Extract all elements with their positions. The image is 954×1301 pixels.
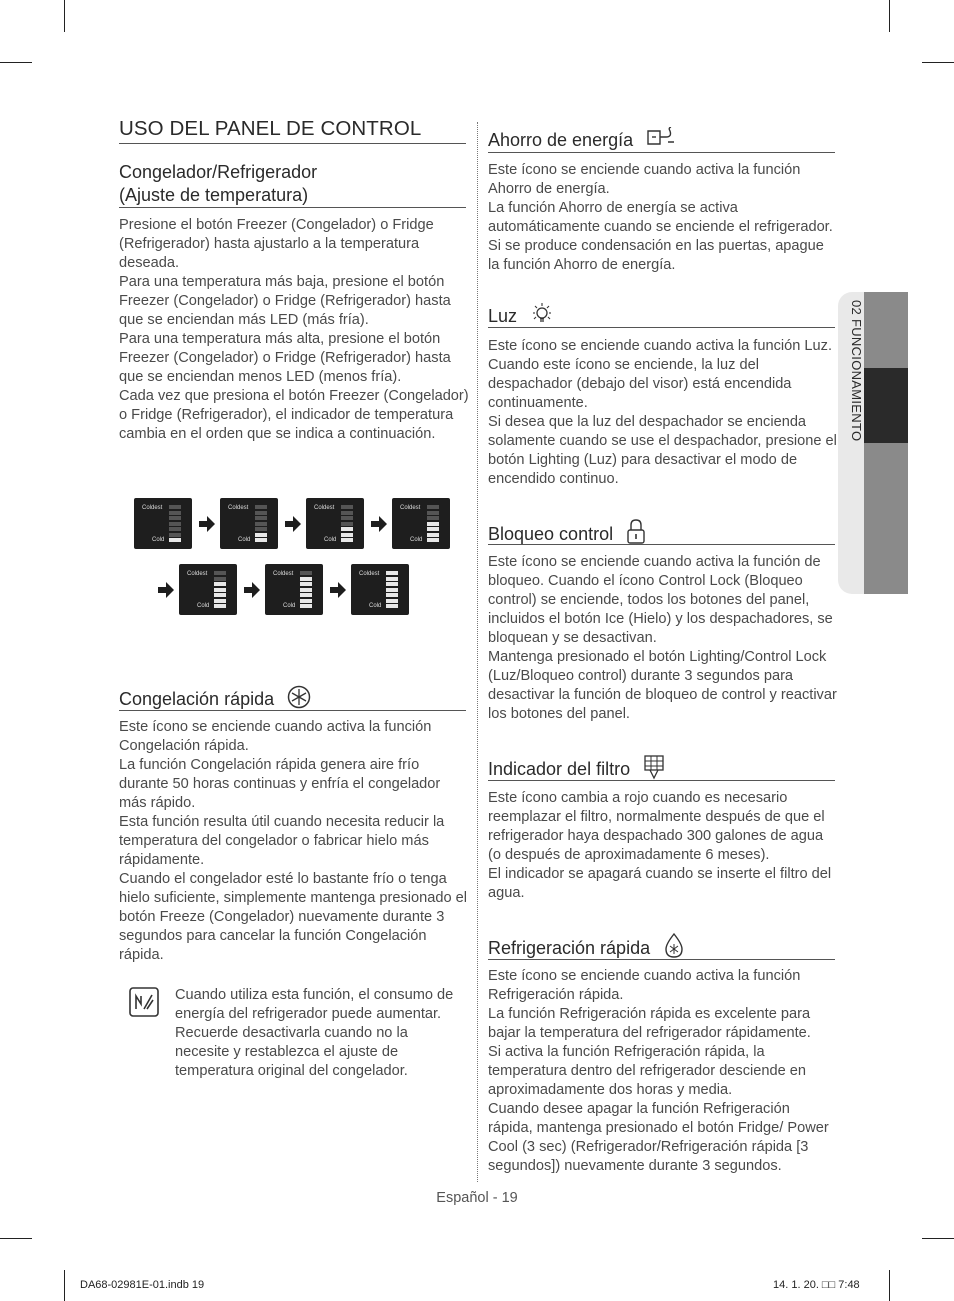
panel-led (169, 511, 181, 515)
page-number: Español - 19 (436, 1190, 518, 1206)
panel-led (341, 516, 353, 520)
panel-label-cold: Cold (152, 537, 165, 543)
arrow-right-icon (157, 581, 175, 599)
panel-led (427, 527, 439, 531)
padlock-icon (626, 519, 646, 551)
water-drop-icon (663, 933, 685, 965)
panel-led (169, 516, 181, 520)
column-divider (477, 122, 479, 1182)
panel-label-coldest: Coldest (314, 505, 335, 511)
panel-led (169, 522, 181, 526)
panel-led (341, 527, 353, 531)
divider (488, 544, 835, 545)
panel-led (300, 582, 312, 586)
arrow-right-icon (243, 581, 261, 599)
crop-mark (922, 62, 954, 63)
panel-led (169, 505, 181, 509)
divider (488, 152, 835, 153)
panel-led (341, 511, 353, 515)
panel-led (300, 588, 312, 592)
panel-led (386, 599, 398, 603)
panel-led (169, 527, 181, 531)
panel-led (386, 604, 398, 608)
side-tab-marker (864, 368, 908, 443)
panel-label-coldest: Coldest (400, 505, 421, 511)
temperature-panel (265, 564, 323, 615)
panel-led (214, 577, 226, 581)
power-freeze-text: Este ícono se enciende cuando activa la función Congelación rápida. La función Congelación rápida genera aire frío durante 50 horas continuas y enfría el congelador más rápido. Esta función resulta útil cuando necesita reducir la temperatura del congelador o fabricar hielo más rápidamente. Cuando el congelador esté lo bastante frío o tenga hielo suficiente, simplemente mantenga presionado el botón Freeze (Congelador) nuevamente durante 3 segundos para cancelar la función Congelación rápida. (119, 719, 468, 963)
panel-led (386, 577, 398, 581)
panel-led (386, 571, 398, 575)
panel-led (255, 516, 267, 520)
section-heading-lock: Bloqueo control (488, 519, 646, 551)
panel-led (300, 599, 312, 603)
crop-mark (64, 0, 65, 32)
temperature-panel (351, 564, 409, 615)
section-heading-filter: Indicador del filtro (488, 754, 665, 786)
panel-led (386, 582, 398, 586)
panel-led (255, 511, 267, 515)
panel-led (427, 522, 439, 526)
panel-label-cold: Cold (369, 603, 382, 609)
section-heading-power-cool: Refrigeración rápida (488, 933, 685, 965)
filter-text: Este ícono cambia a rojo cuando es necesario reemplazar el filtro, normalmente después de que el refrigerador haya despachado 300 galones de agua (o después de aproximadamente 6 meses). El indicador se apagará cuando se inserte el filtro del agua. (488, 790, 832, 901)
lock-text: Este ícono se enciende cuando activa la función de bloqueo. Cuando el ícono Control Lock (Bloqueo control) se enciende, todos los botones del panel, incluidos el botón Ice (Hielo) y los despachadores, se bloquean y se desactivan. Mantenga presionado el botón Lighting/Control Lock (Luz/Bloqueo control) durante 3 segundos para desactivar la función de bloqueo de control y reactivar los botones del panel. (488, 554, 837, 722)
panel-label-cold: Cold (324, 537, 337, 543)
panel-label-cold: Cold (283, 603, 296, 609)
temperature-text: Presione el botón Freezer (Congelador) o Fridge (Refrigerador) hasta ajustarlo a la temperatura deseada. Para una temperatura más baja, presione el botón Freezer (Congelador) o Fridge (Refrigerador) hasta que se enciendan más LED (más fría). Para una temperatura más alta, presione el botón Freezer (Congelador) o Fridge (Refrigerador) hasta que se enciendan menos LED (menos fría). Cada vez que presiona el botón Freezer (Congelador) o Fridge (Refrigerador), el indicador de temperatura cambia en el orden que se indica a continuación. (119, 217, 469, 442)
crop-mark (0, 1238, 32, 1239)
section-heading-energy: Ahorro de energía (488, 127, 676, 155)
divider (488, 959, 835, 960)
panel-led (169, 538, 181, 542)
panel-led (427, 516, 439, 520)
panel-label-coldest: Coldest (142, 505, 163, 511)
panel-label-cold: Cold (197, 603, 210, 609)
panel-led (341, 533, 353, 537)
crop-mark (889, 1270, 890, 1301)
energy-plug-icon (646, 127, 676, 155)
crop-mark (0, 62, 32, 63)
panel-label-coldest: Coldest (359, 571, 380, 577)
temperature-panel (392, 498, 450, 549)
power-cool-text: Este ícono se enciende cuando activa la función Refrigeración rápida. La función Refrigeración rápida es excelente para bajar la temperatura del refrigerador rápidamente. Si activa la función Refrigeración rápida, la temperatura dentro del refrigerador desciende en aproximadamente dos horas y media. Cuando desee apagar la función Refrigeración rápida, mantenga presionado el botón Fridge/ Power Cool (3 sec) (Refrigerador/Refrigeración rápida [3 segundos]) nuevamente durante 3 segundos. (488, 968, 829, 1174)
divider (488, 327, 835, 328)
temperature-panel (179, 564, 237, 615)
panel-led (214, 571, 226, 575)
panel-led (255, 527, 267, 531)
panel-led (214, 593, 226, 597)
arrow-right-icon (329, 581, 347, 599)
panel-led (300, 593, 312, 597)
panel-led (214, 604, 226, 608)
light-text: Este ícono se enciende cuando activa la función Luz. Cuando este ícono se enciende, la luz del despachador (debajo del visor) está encendida continuamente. Si desea que la luz del despachador se encienda solamente cuando se use el despachador, presione el botón Lighting (Luz) para desactivar el modo de encendido continuo. (488, 338, 837, 487)
panel-led (427, 505, 439, 509)
panel-label-coldest: Coldest (273, 571, 294, 577)
temperature-panel (306, 498, 364, 549)
panel-led (214, 599, 226, 603)
panel-led (341, 522, 353, 526)
panel-led (214, 582, 226, 586)
panel-led (427, 533, 439, 537)
divider (119, 143, 466, 144)
arrow-right-icon (370, 515, 388, 533)
panel-led (300, 604, 312, 608)
divider (119, 207, 466, 208)
panel-label-coldest: Coldest (228, 505, 249, 511)
panel-led (255, 538, 267, 542)
panel-led (386, 588, 398, 592)
print-file: DA68-02981E-01.indb 19 (80, 1279, 205, 1291)
note-text: Cuando utiliza esta función, el consumo de energía del refrigerador puede aumentar. Recuerde desactivarla cuando no la necesite y restablezca el ajuste de temperatura original del congelador. (175, 987, 454, 1079)
panel-led (427, 538, 439, 542)
page-title: USO DEL PANEL DE CONTROL (119, 117, 422, 140)
crop-mark (922, 1238, 954, 1239)
panel-led (255, 533, 267, 537)
panel-led (341, 505, 353, 509)
crop-mark (64, 1270, 65, 1301)
panel-led (255, 522, 267, 526)
panel-led (255, 505, 267, 509)
section-heading-temperature: Congelador/Refrigerador (Ajuste de temperatura) (119, 162, 318, 205)
print-date: 14. 1. 20. □□ 7:48 (773, 1279, 860, 1291)
panel-led (300, 571, 312, 575)
section-heading-light: Luz (488, 302, 554, 332)
side-tab (864, 292, 908, 594)
panel-led (169, 533, 181, 537)
arrow-right-icon (198, 515, 216, 533)
divider (488, 780, 835, 781)
arrow-right-icon (284, 515, 302, 533)
panel-led (300, 577, 312, 581)
note-icon (129, 987, 159, 1022)
filter-grid-icon (643, 754, 665, 786)
temperature-panel (220, 498, 278, 549)
energy-text: Este ícono se enciende cuando activa la función Ahorro de energía. La función Ahorro de energía se activa automáticamente cuando se enciende el refrigerador. Si se produce condensación en las puertas, apague la función Ahorro de energía. (488, 162, 833, 273)
panel-label-cold: Cold (410, 537, 423, 543)
panel-led (386, 593, 398, 597)
temperature-panel (134, 498, 192, 549)
panel-label-cold: Cold (238, 537, 251, 543)
section-heading-power-freeze: Congelación rápida (119, 685, 311, 715)
panel-led (341, 538, 353, 542)
panel-label-coldest: Coldest (187, 571, 208, 577)
panel-led (427, 511, 439, 515)
side-tab-label: 02 FUNCIONAMIENTO (849, 300, 864, 442)
divider (119, 710, 466, 711)
panel-led (214, 588, 226, 592)
crop-mark (889, 0, 890, 32)
